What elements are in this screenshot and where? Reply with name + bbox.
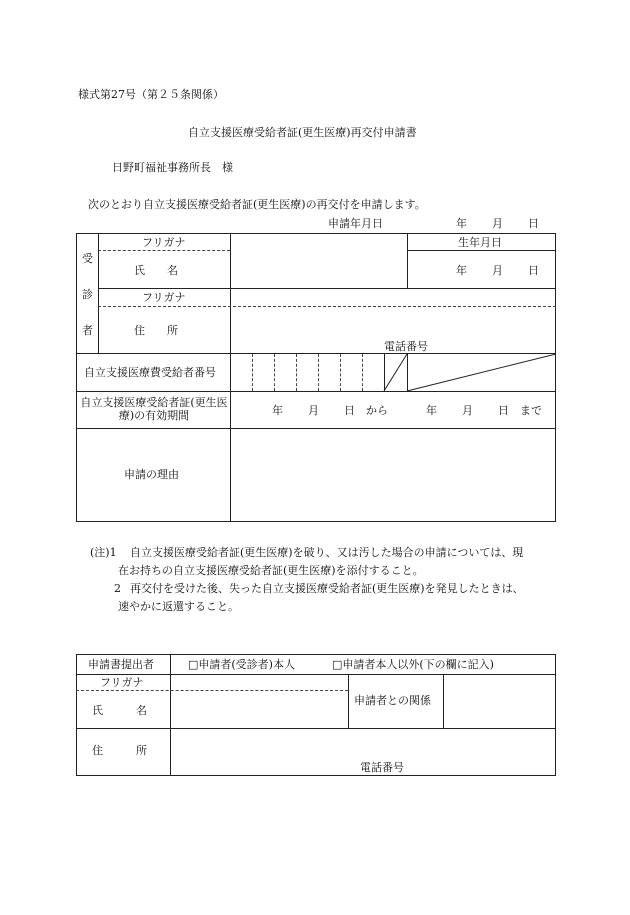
note-2-line-2: 速やかに返還すること。 bbox=[118, 600, 239, 613]
patient-furigana-label: フリガナ bbox=[142, 236, 186, 249]
submitter-option-self[interactable]: □申請者(受診者)本人 bbox=[188, 658, 295, 671]
validity-label: 自立支援医療受給者証(更生医療)の有効期間 bbox=[80, 396, 228, 422]
validity-to-day: 日 bbox=[498, 404, 509, 417]
note-prefix: (注)1 bbox=[90, 546, 117, 559]
application-date-day: 日 bbox=[528, 217, 539, 230]
validity-from-day: 日 bbox=[344, 404, 355, 417]
submitter-label: 申請書提出者 bbox=[88, 658, 154, 671]
patient-phone-label: 電話番号 bbox=[384, 340, 428, 353]
validity-from-year: 年 bbox=[272, 404, 283, 417]
application-date-year: 年 bbox=[456, 217, 467, 230]
patient-group-char-1: 受 bbox=[82, 252, 93, 265]
relation-right-divider bbox=[443, 674, 444, 728]
submitter-address-label: 住 所 bbox=[92, 744, 147, 757]
note-1-line-2: 在お持ちの自立支援医療受給者証(更生医療)を添付すること。 bbox=[118, 564, 424, 577]
dob-label: 生年月日 bbox=[458, 236, 502, 249]
recipient-number-label: 自立支援医療費受給者番号 bbox=[84, 366, 216, 379]
submitter-label-divider bbox=[170, 654, 171, 776]
application-date-month: 月 bbox=[492, 217, 503, 230]
submitter-name-label: 氏 名 bbox=[92, 704, 147, 717]
note-2-line-1: 再交付を受けた後、失った自立支援医療受給者証(更生医療)を発見したときは、 bbox=[130, 582, 524, 595]
submitter-option-other[interactable]: □申請者本人以外(下の欄に記入) bbox=[332, 658, 494, 671]
validity-to-text: まで bbox=[520, 404, 542, 417]
relation-left-divider bbox=[348, 674, 349, 728]
validity-from-month: 月 bbox=[308, 404, 319, 417]
patient-address-furigana-label: フリガナ bbox=[142, 291, 186, 304]
patient-address-label: 住 所 bbox=[134, 324, 178, 337]
submitter-header-bottom bbox=[76, 674, 556, 675]
submitter-phone-label: 電話番号 bbox=[360, 761, 404, 774]
patient-group-char-3: 者 bbox=[82, 324, 93, 337]
submitter-table bbox=[76, 654, 556, 776]
dob-year: 年 bbox=[456, 264, 467, 277]
dob-month: 月 bbox=[492, 264, 503, 277]
submitter-name-row-bottom bbox=[76, 728, 556, 729]
form-number: 様式第27号（第２５条関係） bbox=[78, 88, 224, 101]
page-title: 自立支援医療受給者証(更生医療)再交付申請書 bbox=[188, 126, 417, 139]
dob-day: 日 bbox=[528, 264, 539, 277]
intro-text: 次のとおり自立支援医療受給者証(更生医療)の再交付を申請します。 bbox=[88, 198, 426, 211]
application-date-label: 申請年月日 bbox=[328, 217, 383, 230]
note-2-number: 2 bbox=[114, 582, 121, 595]
submitter-furigana-label: フリガナ bbox=[100, 676, 144, 689]
validity-to-year: 年 bbox=[426, 404, 437, 417]
relation-label: 申請者との関係 bbox=[354, 694, 431, 707]
reason-label: 申請の理由 bbox=[124, 468, 179, 481]
patient-name-label: 氏 名 bbox=[134, 264, 178, 277]
validity-from-text: から bbox=[366, 404, 388, 417]
addressee: 日野町福祉事務所長 様 bbox=[112, 161, 233, 174]
validity-to-month: 月 bbox=[462, 404, 473, 417]
patient-group-char-2: 診 bbox=[82, 288, 93, 301]
submitter-furigana-divider bbox=[76, 690, 348, 691]
note-1-line-1: 自立支援医療受給者証(更生医療)を破り、又は汚した場合の申請については、現 bbox=[130, 546, 524, 559]
